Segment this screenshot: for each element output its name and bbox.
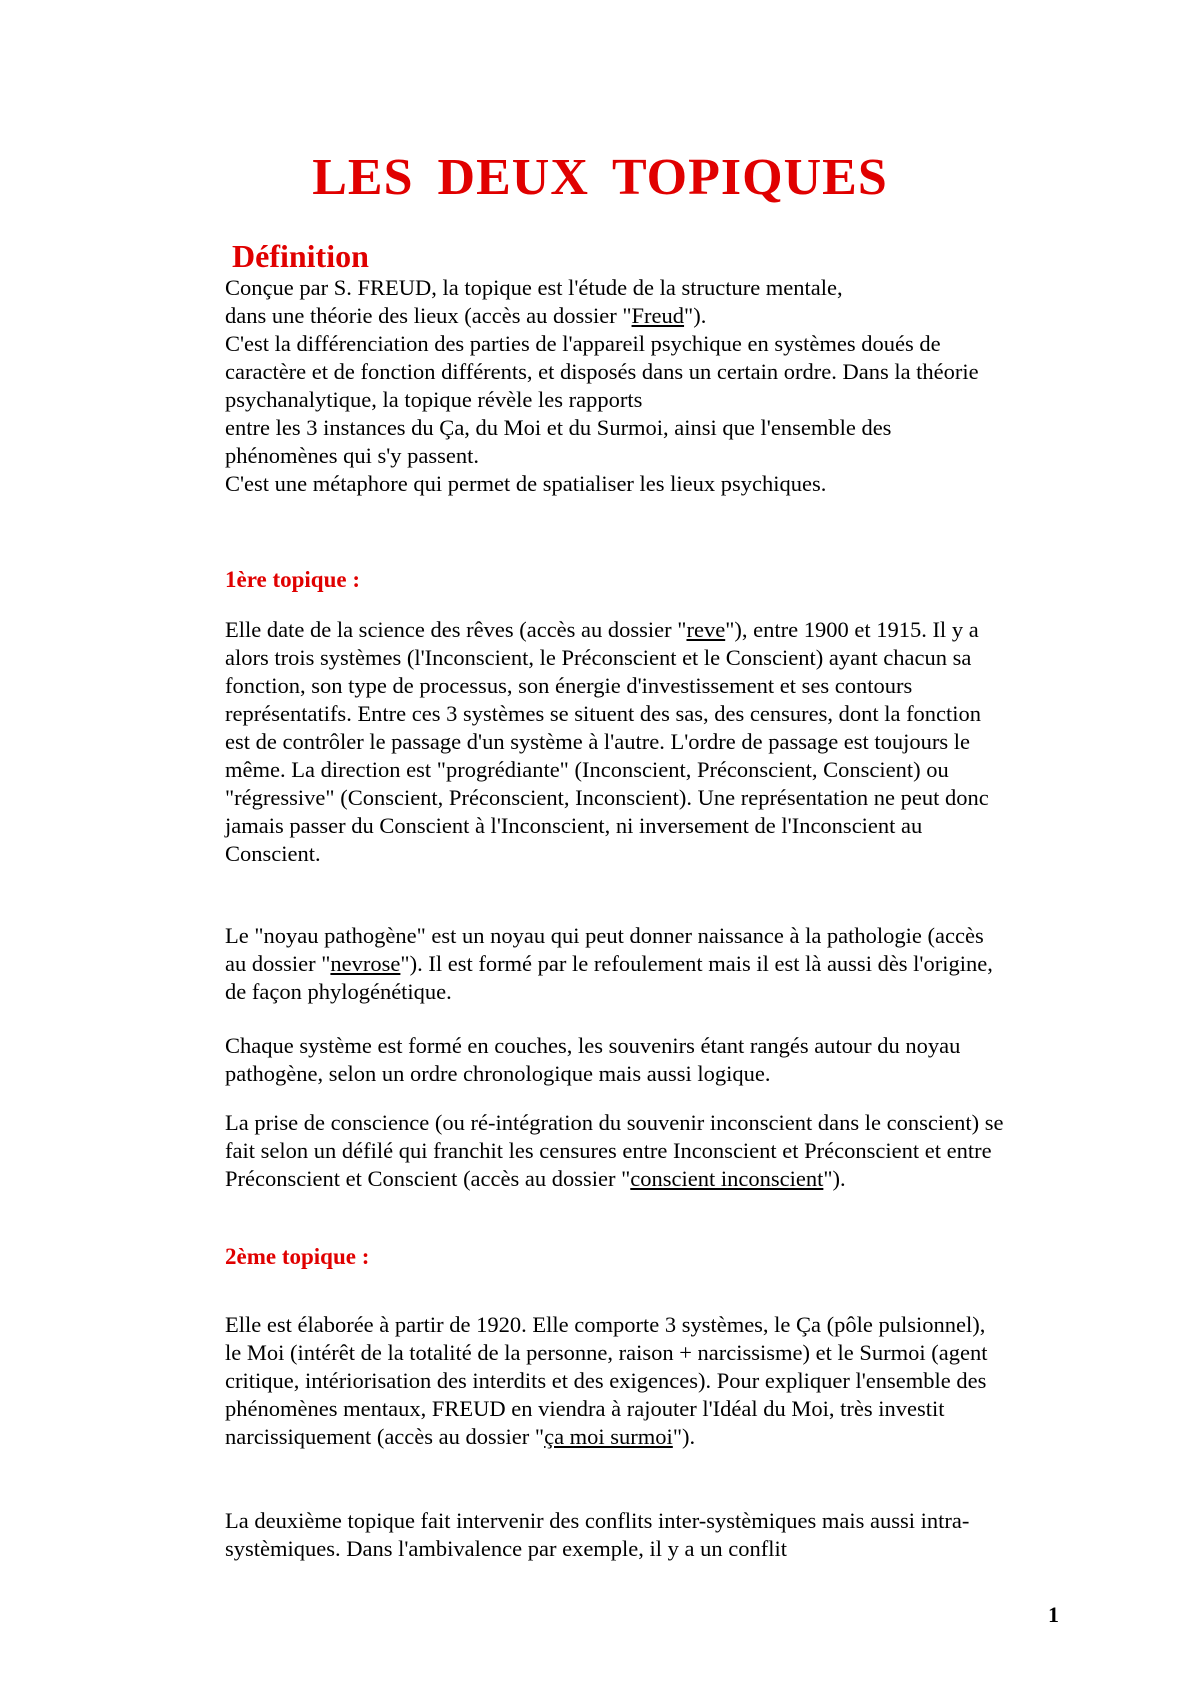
ca-moi-surmoi-folder-link[interactable]: ça moi surmoi <box>544 1424 673 1449</box>
definition-text-line1: Conçue par S. FREUD, la topique est l'étude de la structure mentale, <box>225 275 843 300</box>
definition-text-metaphor: C'est une métaphore qui permet de spatialiser les lieux psychiques. <box>225 471 827 496</box>
definition-paragraph-1 <box>225 274 1005 414</box>
topique1-p1-text-post: "), entre 1900 et 1915. Il y a alors trois systèmes (l'Inconscient, le Préconscient et le Conscient) ayant chacun sa fonction, son type de processus, son énergie d'investissement et ses contours représentatifs. Entre ces 3 systèmes se situent des sas, des censures, dont la fonction est de contrôler le passage d'un système à l'autre. L'ordre de passage est toujours le même. La direction est "progrédiante" (Inconscient, Préconscient, Conscient) ou "régressive" (Conscient, Préconscient, Inconscient). Une représentation ne peut donc jamais passer du Conscient à l'Inconscient, ni inversement de l'Inconscient au Conscient. <box>225 617 989 866</box>
definition-text-rest: C'est la différenciation des parties de l'appareil psychique en systèmes doués de caractère et de fonction différents, et disposés dans un certain ordre. Dans la théorie psychanalytique, la topique révèle les rapports <box>225 331 979 412</box>
topique2-p1-text-post: "). <box>672 1424 696 1449</box>
topique1-paragraph-1 <box>225 616 1005 868</box>
topique1-p4-text-pre: La prise de conscience (ou ré-intégration du souvenir inconscient dans le conscient) se fait selon un défilé qui franchit les censures entre Inconscient et Préconscient et entre Préconscient et Conscient (accès au dossier " <box>225 1110 1004 1191</box>
topique1-paragraph-4 <box>225 1109 1005 1193</box>
topique1-p4-text-post: "). <box>823 1166 846 1191</box>
topique1-p1-text-pre: Elle date de la science des rêves (accès au dossier " <box>225 617 687 642</box>
conscient-inconscient-folder-link[interactable]: conscient inconscient <box>630 1166 824 1191</box>
definition-heading: Définition <box>232 238 369 274</box>
topique2-paragraph-1 <box>225 1311 1005 1451</box>
document-title: LES DEUX TOPIQUES <box>312 149 888 206</box>
reve-folder-link[interactable]: reve <box>686 617 726 642</box>
topique1-paragraph-3: Chaque système est formé en couches, les souvenirs étant rangés autour du noyau pathogène, selon un ordre chronologique mais aussi logique. <box>225 1033 961 1086</box>
nevrose-folder-link[interactable]: nevrose <box>330 951 401 976</box>
definition-text-line2-post: "). <box>684 303 707 328</box>
definition-text-line2-pre: dans une théorie des lieux (accès au dossier " <box>225 303 632 328</box>
definition-paragraph-2 <box>225 414 1005 498</box>
topique2-p1-text-pre: Elle est élaborée à partir de 1920. Elle comporte 3 systèmes, le Ça (pôle pulsionnel), le Moi (intérêt de la totalité de la personne, raison + narcissisme) et le Surmoi (agent critique, intériorisation des interdits et des exigences). Pour expliquer l'ensemble des phénomènes mentaux, FREUD en viendra à rajouter l'Idéal du Moi, très investit narcissiquement (accès au dossier " <box>225 1312 988 1449</box>
freud-folder-link[interactable]: Freud <box>631 303 685 328</box>
topique1-p2-text-pre: Le "noyau pathogène" est un noyau qui peut donner naissance à la pathologie (accès au dossier " <box>225 923 984 976</box>
page-number: 1 <box>1048 1602 1059 1627</box>
topique1-paragraph-2 <box>225 922 1005 1006</box>
topique1-p2-text-post: "). Il est formé par le refoulement mais il est là aussi dès l'origine, de façon phylogénétique. <box>225 951 993 1004</box>
topique2-paragraph-2: La deuxième topique fait intervenir des conflits inter-systèmiques mais aussi intra-systèmiques. Dans l'ambivalence par exemple, il y a un conflit <box>225 1508 970 1561</box>
topique1-heading: 1ère topique : <box>225 567 361 592</box>
definition-text-instances: entre les 3 instances du Ça, du Moi et du Surmoi, ainsi que l'ensemble des phénomènes qui s'y passent. <box>225 415 892 468</box>
topique2-heading: 2ème topique : <box>225 1244 370 1269</box>
